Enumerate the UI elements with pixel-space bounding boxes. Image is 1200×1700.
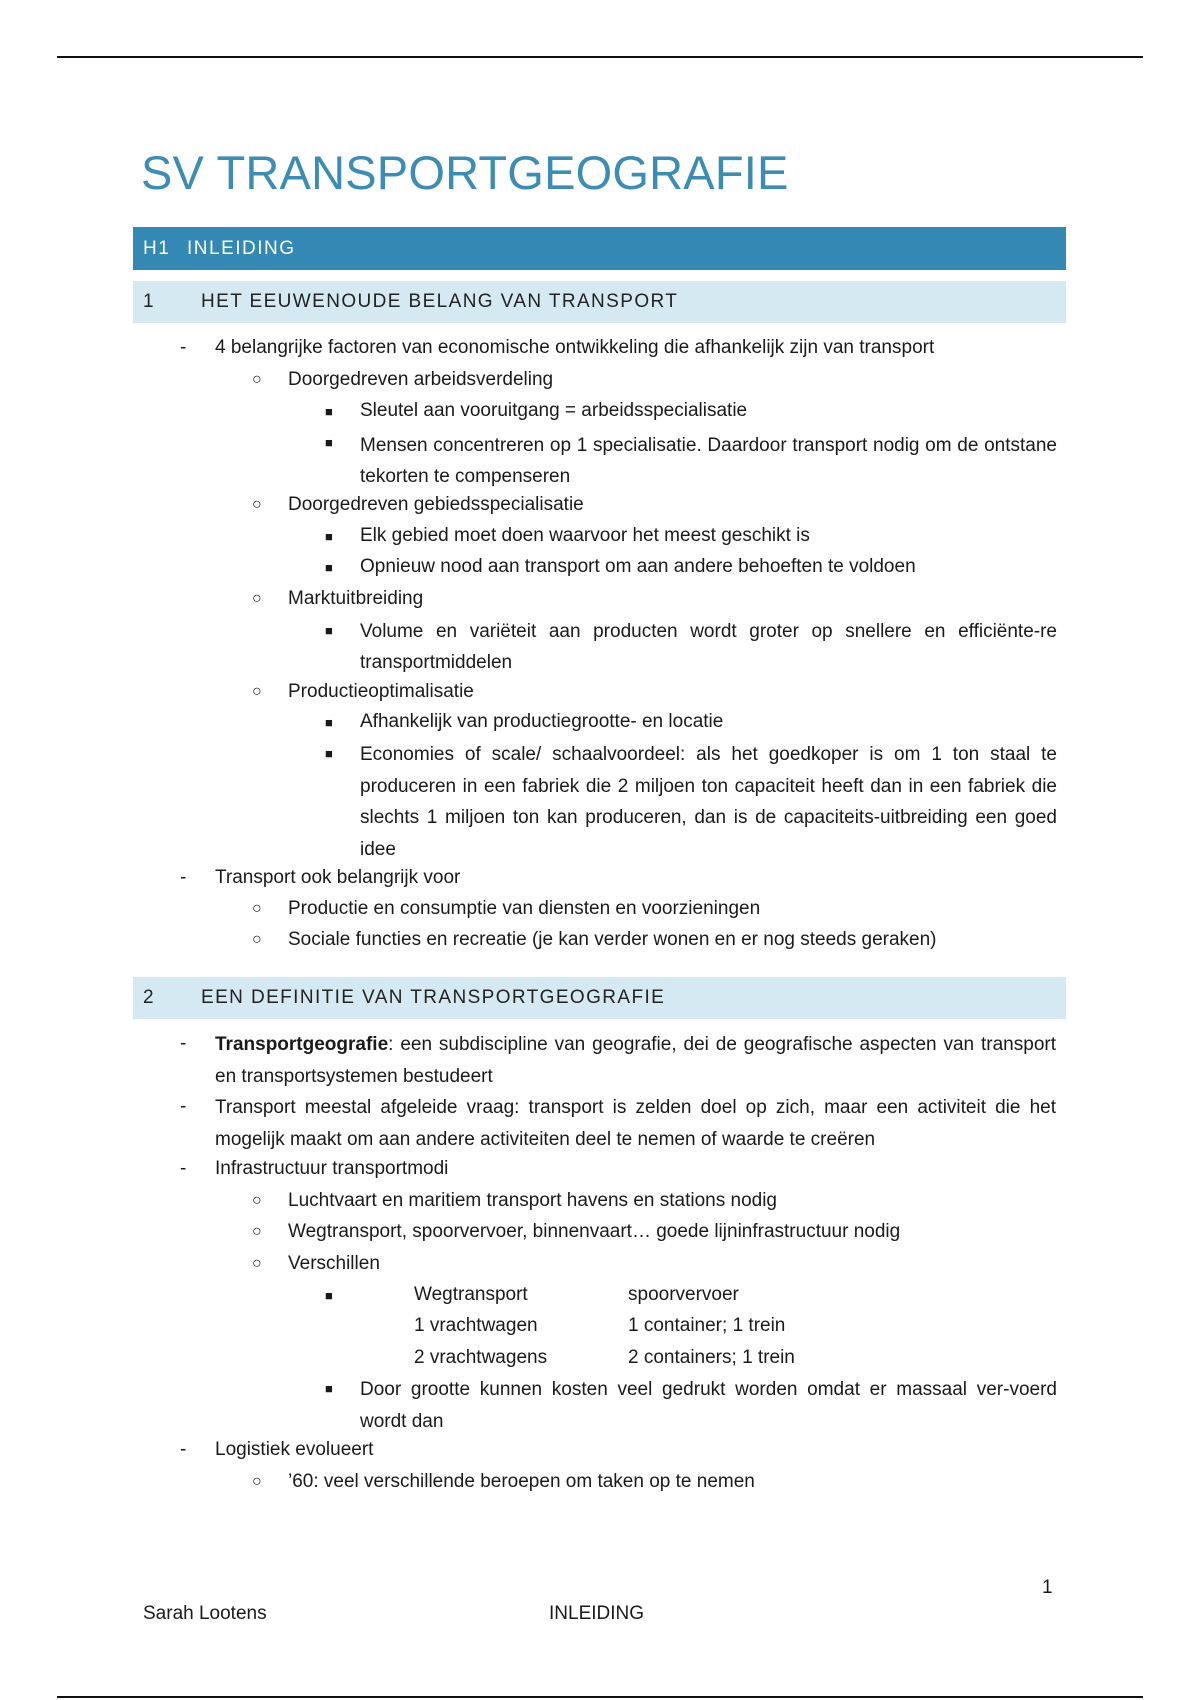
square-marker: ■	[325, 560, 333, 575]
dash-marker: -	[180, 337, 187, 358]
square-marker: ■	[325, 746, 333, 761]
square-marker: ■	[325, 715, 333, 730]
list-item: Sociale functies en recreatie (je kan verder wonen en er nog steeds geraken)	[288, 929, 937, 950]
section-title: HET EEUWENOUDE BELANG VAN TRANSPORT	[201, 291, 679, 312]
list-item: Doorgedreven gebiedsspecialisatie	[288, 494, 584, 515]
list-item: Doorgedreven arbeidsverdeling	[288, 369, 554, 390]
list-item: Marktuitbreiding	[288, 588, 424, 609]
square-marker: ■	[325, 1288, 333, 1303]
list-item: 4 belangrijke factoren van economische ontwikkeling die afhankelijk zijn van transport	[215, 337, 935, 358]
list-item: Economies of scale/ schaalvoordeel: als het goedkoper is om 1 ton staal te produceren in een fabriek die 2 miljoen ton capaciteit heeft dan in een fabriek die slechts 1 miljoen ton kan produceren, dan is de capaciteits-uitbreiding een goed idee	[360, 744, 1057, 860]
table-cell: 1 vrachtwagen	[414, 1315, 538, 1336]
circle-marker: ○	[252, 590, 262, 607]
page-number: 1	[1042, 1577, 1053, 1598]
section-number: 2	[143, 987, 155, 1008]
page-title: SV TRANSPORTGEOGRAFIE	[141, 146, 789, 199]
list-item: Logistiek evolueert	[215, 1439, 374, 1460]
circle-marker: ○	[252, 496, 262, 513]
chapter-heading	[133, 227, 1066, 270]
circle-marker: ○	[252, 900, 262, 917]
circle-marker: ○	[252, 1223, 262, 1240]
definition-text: : een subdiscipline van geografie, dei de geografische aspecten van transport en transportsystemen bestudeert	[215, 1034, 1056, 1087]
dash-marker: -	[180, 1439, 187, 1460]
list-item: Transport meestal afgeleide vraag: transport is zelden doel op zich, maar een activiteit die het mogelijk maakt om aan andere activiteiten deel te nemen of waarde te creëren	[215, 1097, 1056, 1150]
list-item: Door grootte kunnen kosten veel gedrukt worden omdat er massaal ver-voerd wordt dan	[360, 1379, 1057, 1432]
footer-rule	[57, 1696, 1143, 1698]
circle-marker: ○	[252, 931, 262, 948]
list-item: Sleutel aan vooruitgang = arbeidsspecialisatie	[360, 400, 748, 421]
list-item: Afhankelijk van productiegrootte- en locatie	[360, 711, 724, 732]
circle-marker: ○	[252, 683, 262, 700]
list-item: Opnieuw nood aan transport om aan andere behoeften te voldoen	[360, 556, 916, 577]
circle-marker: ○	[252, 371, 262, 388]
circle-marker: ○	[252, 1473, 262, 1490]
square-marker: ■	[325, 435, 333, 450]
table-header: Wegtransport	[414, 1284, 528, 1305]
list-item: Mensen concentreren op 1 specialisatie. Daardoor transport nodig om de ontstane tekorten te compenseren	[360, 435, 1057, 487]
table-cell: 2 vrachtwagens	[414, 1347, 548, 1368]
square-marker: ■	[325, 1381, 333, 1396]
section-heading-1	[133, 281, 1066, 323]
dash-marker: -	[180, 867, 187, 888]
circle-marker: ○	[252, 1255, 262, 1272]
section-heading-2	[133, 977, 1066, 1019]
list-item: Volume en variëteit aan producten wordt groter op snellere en efficiënte-re transportmiddelen	[360, 621, 1057, 673]
circle-marker: ○	[252, 1192, 262, 1209]
list-item: ’60: veel verschillende beroepen om taken op te nemen	[288, 1471, 755, 1492]
dash-marker: -	[180, 1158, 187, 1179]
list-item: Productie en consumptie van diensten en voorzieningen	[288, 898, 761, 919]
dash-marker: -	[180, 1096, 187, 1117]
footer-author: Sarah Lootens	[143, 1603, 267, 1624]
list-item: Verschillen	[288, 1253, 380, 1274]
list-item: Productieoptimalisatie	[288, 681, 474, 702]
table-cell: 1 container; 1 trein	[628, 1315, 786, 1336]
table-header: spoorvervoer	[628, 1284, 739, 1305]
square-marker: ■	[325, 623, 333, 638]
section-number: 1	[143, 291, 155, 312]
list-item: Wegtransport, spoorvervoer, binnenvaart… goede lijninfrastructuur nodig	[288, 1221, 901, 1242]
chapter-title: INLEIDING	[187, 238, 296, 259]
dash-marker: -	[180, 1033, 187, 1054]
table-cell: 2 containers; 1 trein	[628, 1347, 795, 1368]
definition-term: Transportgeografie	[215, 1034, 389, 1055]
section-title: EEN DEFINITIE VAN TRANSPORTGEOGRAFIE	[201, 987, 666, 1008]
list-item: Luchtvaart en maritiem transport havens en stations nodig	[288, 1190, 777, 1211]
list-item: Infrastructuur transportmodi	[215, 1158, 449, 1179]
square-marker: ■	[325, 404, 333, 419]
list-item: Transport ook belangrijk voor	[215, 867, 461, 888]
list-item	[215, 1029, 1056, 1093]
chapter-number: H1	[143, 238, 171, 259]
footer-chapter: INLEIDING	[549, 1603, 645, 1624]
list-item: Elk gebied moet doen waarvoor het meest geschikt is	[360, 525, 810, 546]
header-rule	[57, 56, 1143, 58]
square-marker: ■	[325, 529, 333, 544]
